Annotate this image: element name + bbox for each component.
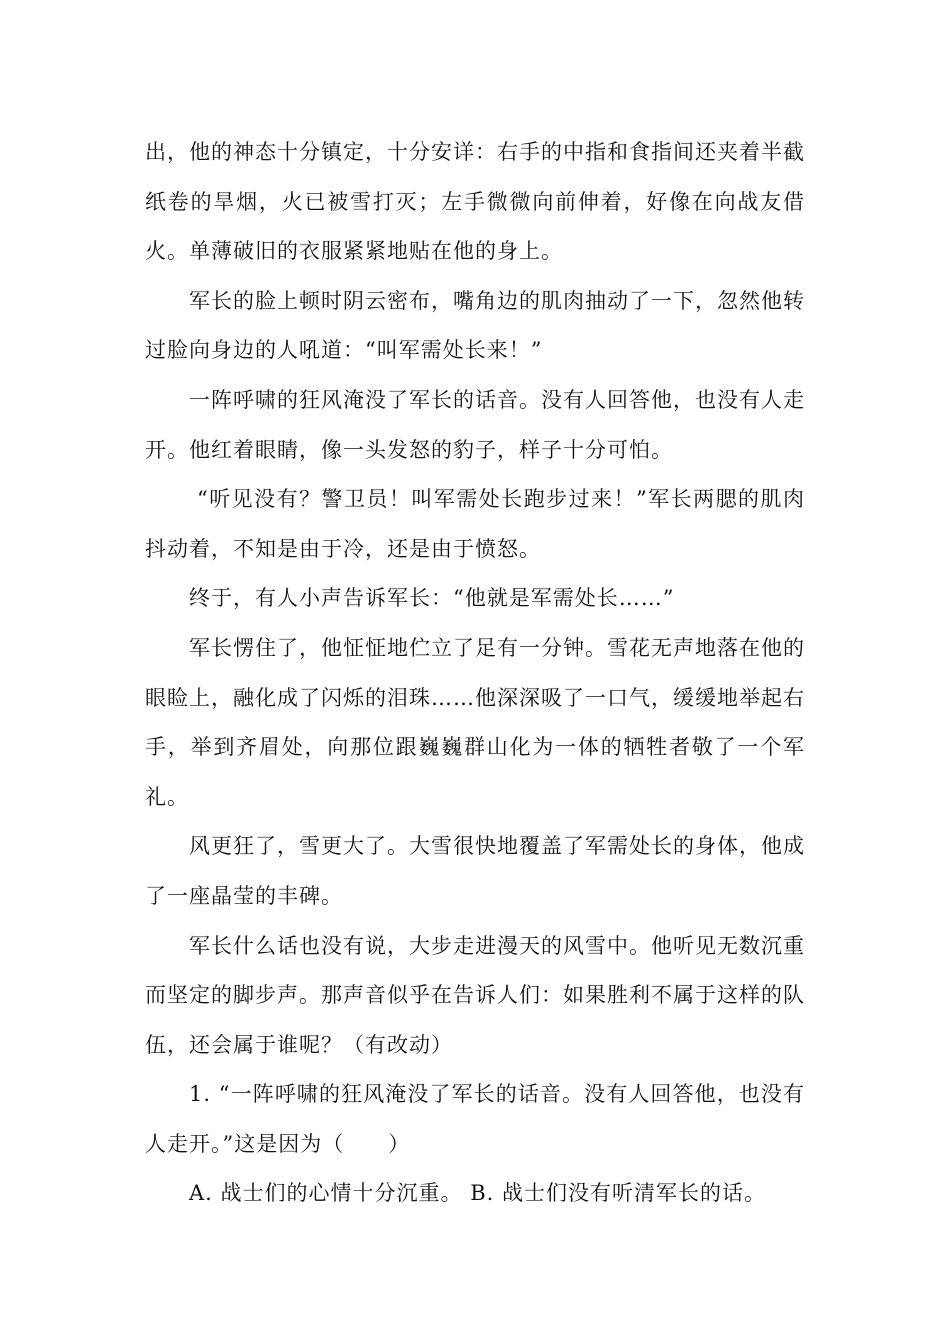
document-page [145, 128, 805, 1219]
paragraph-1: 出，他的神态十分镇定，十分安详：右手的中指和食指间还夹着半截纸卷的旱烟，火已被雪打灭；左手微微向前伸着，好像在向战友借火。单薄破旧的衣服紧紧地贴在他的身上。 [145, 140, 805, 264]
paragraph-2: 军长的脸上顿时阴云密布，嘴角边的肌肉抽动了一下，忽然他转过脸向身边的人吼道：“叫军需处长来！” [145, 288, 805, 363]
question-1: 1. “一阵呼啸的狂风淹没了军长的话音。没有人回答他，也没有人走开。”这是因为（ ） [145, 1082, 805, 1156]
paragraph-4: “听见没有？警卫员！叫军需处长跑步过来！”军长两腮的肌肉抖动着，不知是由于冷，还是由于愤怒。 [145, 487, 805, 561]
question-1-options: A. 战士们的心情十分沉重。 B. 战士们没有听清军长的话。 [189, 1181, 766, 1206]
paragraph-3: 一阵呼啸的狂风淹没了军长的话音。没有人回答他，也没有人走开。他红着眼睛，像一头发怒的豹子，样子十分可怕。 [145, 387, 805, 462]
paragraph-5: 终于，有人小声告诉军长：“他就是军需处长……” [189, 586, 675, 611]
paragraph-7: 风更狂了，雪更大了。大雪很快地覆盖了军需处长的身体，他成了一座晶莹的丰碑。 [145, 834, 805, 908]
paragraph-6: 军长愣住了，他怔怔地伫立了足有一分钟。雪花无声地落在他的眼睑上，融化成了闪烁的泪珠……他深深吸了一口气，缓缓地举起右手，举到齐眉处，向那位跟巍巍群山化为一体的牺牲者敬了一个军礼。 [145, 635, 805, 809]
paragraph-8: 军长什么话也没有说，大步走进漫天的风雪中。他听见无数沉重而坚定的脚步声。那声音似乎在告诉人们：如果胜利不属于这样的队伍，还会属于谁呢？（有改动） [145, 933, 805, 1057]
